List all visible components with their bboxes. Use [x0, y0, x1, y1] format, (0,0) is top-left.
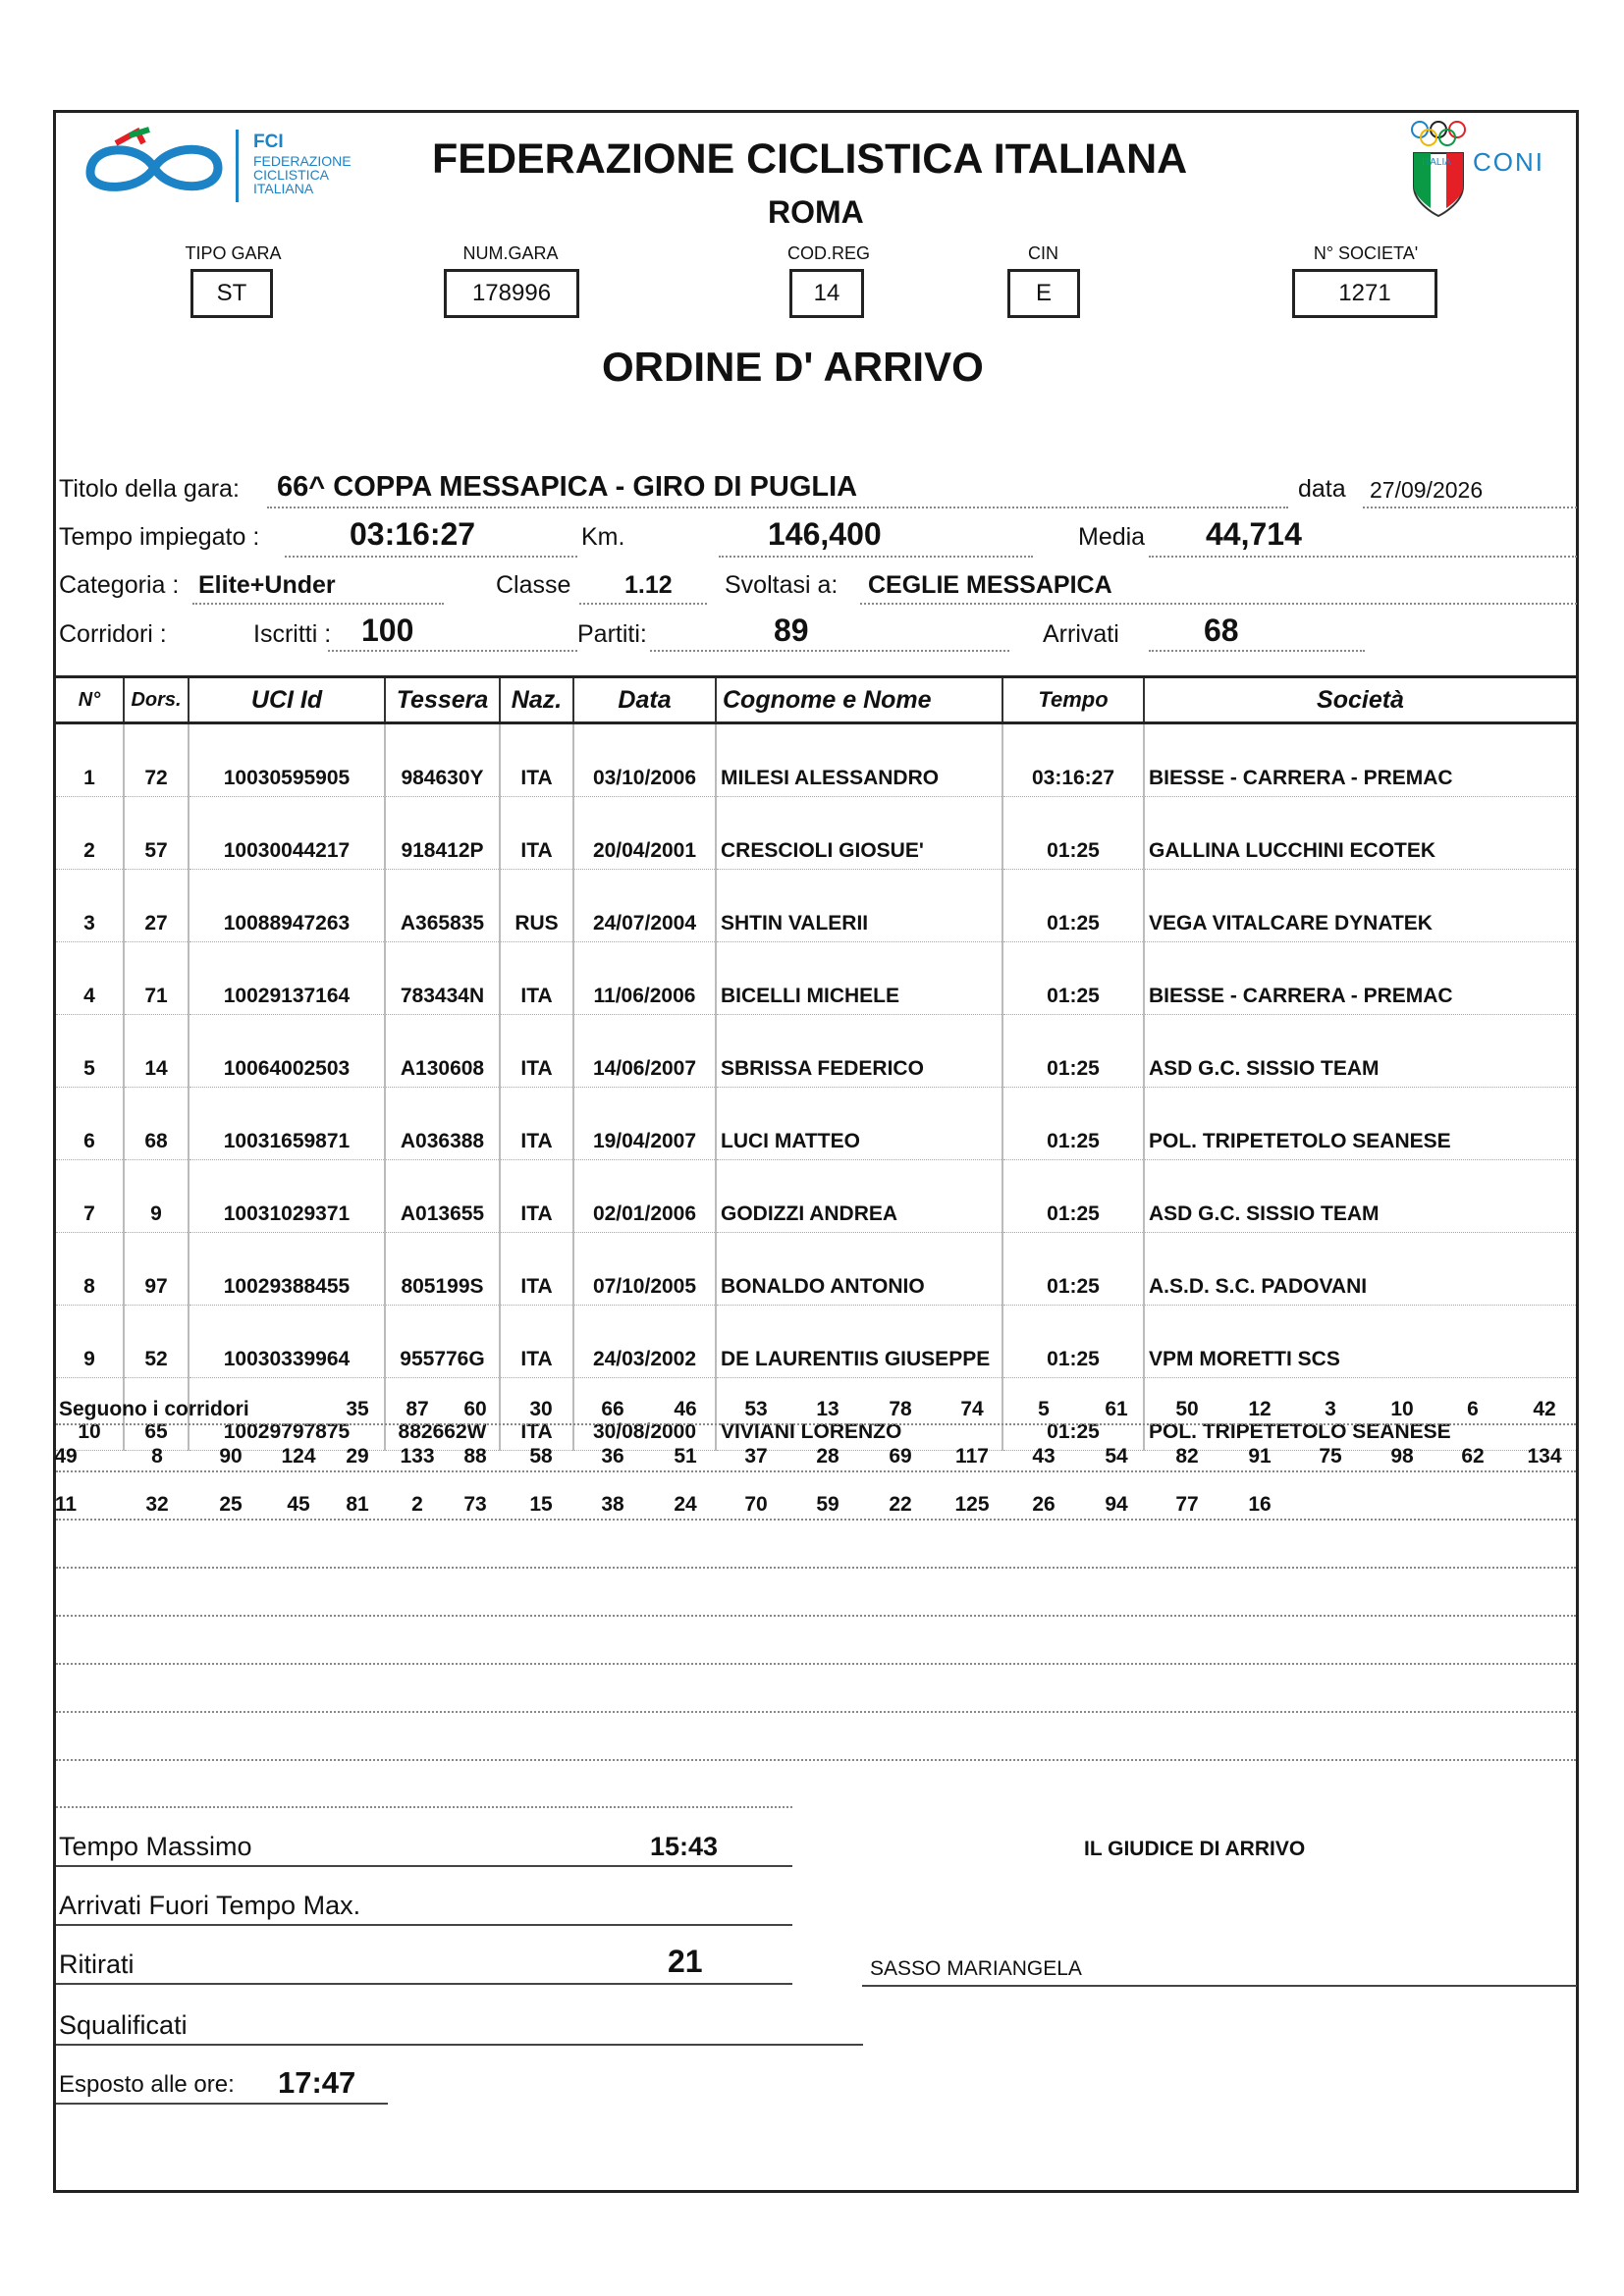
category-label: Categoria :	[59, 571, 180, 599]
out-of-time-label: Arrivati Fuori Tempo Max.	[59, 1891, 361, 1920]
follower-bib: 10	[1390, 1398, 1414, 1420]
retired-count: 21	[668, 1944, 703, 1979]
follower-bib: 28	[816, 1445, 839, 1468]
cell-name: DE LAURENTIIS GIUSEPPE	[716, 1306, 1002, 1378]
km-label: Km.	[581, 523, 625, 551]
cell-pos: 3	[56, 870, 124, 942]
follower-bib: 15	[529, 1493, 553, 1516]
cell-uci: 10029137164	[189, 942, 385, 1015]
coni-logo-text: CONI	[1473, 147, 1544, 177]
cell-pos: 5	[56, 1015, 124, 1088]
race-class: 1.12	[624, 571, 673, 599]
race-date-label: data	[1298, 475, 1346, 503]
cell-bib: 68	[124, 1088, 189, 1160]
cell-birthdate: 19/04/2007	[573, 1088, 716, 1160]
cell-pos: 10	[56, 1378, 124, 1451]
cell-birthdate: 02/01/2006	[573, 1160, 716, 1233]
cell-bib: 72	[124, 723, 189, 797]
cell-uci: 10030595905	[189, 723, 385, 797]
cell-uci: 10064002503	[189, 1015, 385, 1088]
riders-label: Corridori :	[59, 620, 167, 648]
cell-team: A.S.D. S.C. PADOVANI	[1144, 1233, 1576, 1306]
follower-bib: 11	[54, 1493, 78, 1516]
judge-label: IL GIUDICE DI ARRIVO	[1084, 1838, 1306, 1860]
cin-value: E	[1007, 269, 1080, 318]
race-arrived: 68	[1204, 613, 1239, 648]
cell-time: 01:25	[1002, 1015, 1144, 1088]
cell-time: 01:25	[1002, 1233, 1144, 1306]
follower-bib: 69	[889, 1445, 912, 1468]
results-table	[56, 675, 1576, 1451]
cell-birthdate: 14/06/2007	[573, 1015, 716, 1088]
col-header-bib: Dors.	[124, 677, 189, 723]
race-title-label: Titolo della gara:	[59, 475, 240, 503]
follower-bib: 29	[346, 1445, 369, 1468]
follower-bib: 77	[1175, 1493, 1199, 1516]
follower-bib: 2	[411, 1493, 423, 1516]
cell-nation: ITA	[500, 1233, 573, 1306]
follower-bib: 51	[674, 1445, 697, 1468]
follower-bib: 16	[1248, 1493, 1272, 1516]
follower-bib: 53	[744, 1398, 768, 1420]
judge-name: SASSO MARIANGELA	[870, 1957, 1082, 1980]
tipo-gara-label: TIPO GARA	[185, 243, 282, 263]
follower-bib: 54	[1105, 1445, 1128, 1468]
cell-time: 01:25	[1002, 870, 1144, 942]
cell-team: VEGA VITALCARE DYNATEK	[1144, 870, 1576, 942]
follower-bib: 124	[281, 1445, 316, 1468]
cell-pos: 6	[56, 1088, 124, 1160]
cell-nation: ITA	[500, 797, 573, 870]
cell-bib: 71	[124, 942, 189, 1015]
cell-pos: 1	[56, 723, 124, 797]
cell-name: BONALDO ANTONIO	[716, 1233, 1002, 1306]
cell-nation: ITA	[500, 723, 573, 797]
cell-bib: 52	[124, 1306, 189, 1378]
follower-bib: 35	[346, 1398, 369, 1420]
followers-label: Seguono i corridori	[59, 1398, 249, 1420]
cell-name: VIVIANI LORENZO	[716, 1378, 1002, 1451]
tipo-gara-value: ST	[190, 269, 273, 318]
fci-logo-name: FEDERAZIONE CICLISTICA ITALIANA	[253, 153, 352, 196]
cell-birthdate: 03/10/2006	[573, 723, 716, 797]
cell-time: 01:25	[1002, 942, 1144, 1015]
cell-uci: 10030044217	[189, 797, 385, 870]
cell-time: 01:25	[1002, 1306, 1144, 1378]
city: ROMA	[768, 194, 864, 230]
cell-nation: ITA	[500, 1378, 573, 1451]
race-km: 146,400	[768, 516, 882, 552]
follower-bib: 98	[1390, 1445, 1414, 1468]
col-header-time: Tempo	[1002, 677, 1144, 723]
cell-bib: 9	[124, 1160, 189, 1233]
follower-bib: 66	[601, 1398, 624, 1420]
cell-license: A013655	[385, 1160, 500, 1233]
n-societa-value: 1271	[1292, 269, 1437, 318]
follower-bib: 134	[1527, 1445, 1562, 1468]
num-gara-label: NUM.GARA	[462, 243, 559, 263]
follower-bib: 46	[674, 1398, 697, 1420]
follower-bib: 50	[1175, 1398, 1199, 1420]
follower-bib: 45	[287, 1493, 310, 1516]
follower-bib: 30	[529, 1398, 553, 1420]
cell-license: A365835	[385, 870, 500, 942]
disqualified-label: Squalificati	[59, 2010, 188, 2040]
federation-title: FEDERAZIONE CICLISTICA ITALIANA	[432, 135, 1188, 183]
retired-label: Ritirati	[59, 1949, 135, 1979]
follower-bib: 36	[601, 1445, 624, 1468]
table-row	[56, 1015, 1576, 1088]
cell-pos: 8	[56, 1233, 124, 1306]
cell-name: CRESCIOLI GIOSUE'	[716, 797, 1002, 870]
follower-bib: 61	[1105, 1398, 1128, 1420]
posted-label: Esposto alle ore:	[59, 2071, 235, 2098]
cell-nation: ITA	[500, 1015, 573, 1088]
cell-team: POL. TRIPETETOLO SEANESE	[1144, 1378, 1576, 1451]
follower-bib: 78	[889, 1398, 912, 1420]
cell-time: 01:25	[1002, 1088, 1144, 1160]
follower-bib: 87	[406, 1398, 429, 1420]
table-row	[56, 870, 1576, 942]
started-label: Partiti:	[577, 620, 647, 648]
race-category: Elite+Under	[198, 571, 336, 599]
follower-bib: 125	[954, 1493, 990, 1516]
col-header-team: Società	[1144, 677, 1576, 723]
cell-nation: ITA	[500, 1088, 573, 1160]
cell-uci: 10029388455	[189, 1233, 385, 1306]
follower-bib: 5	[1038, 1398, 1050, 1420]
table-row	[56, 1233, 1576, 1306]
follower-bib: 3	[1325, 1398, 1336, 1420]
table-row	[56, 1160, 1576, 1233]
cell-team: BIESSE - CARRERA - PREMAC	[1144, 942, 1576, 1015]
cell-time: 01:25	[1002, 1378, 1144, 1451]
cell-team: ASD G.C. SISSIO TEAM	[1144, 1160, 1576, 1233]
follower-bib: 8	[151, 1445, 163, 1468]
cell-time: 03:16:27	[1002, 723, 1144, 797]
table-row	[56, 1306, 1576, 1378]
registered-label: Iscritti :	[253, 620, 332, 648]
table-header-row	[56, 677, 1576, 723]
cell-birthdate: 24/03/2002	[573, 1306, 716, 1378]
cell-pos: 7	[56, 1160, 124, 1233]
posted-time: 17:47	[278, 2065, 356, 2100]
race-date: 27/09/2026	[1370, 477, 1484, 503]
n-societa-label: N° SOCIETA'	[1313, 243, 1419, 263]
arrived-label: Arrivati	[1043, 620, 1119, 648]
follower-bib: 62	[1461, 1445, 1485, 1468]
col-header-name: Cognome e Nome	[716, 677, 1002, 723]
avg-label: Media	[1078, 523, 1146, 551]
cod-reg-label: COD.REG	[786, 243, 870, 263]
class-label: Classe	[496, 571, 571, 599]
follower-bib: 90	[219, 1445, 243, 1468]
cell-bib: 65	[124, 1378, 189, 1451]
follower-bib: 43	[1032, 1445, 1056, 1468]
follower-bib: 24	[674, 1493, 697, 1516]
table-row	[56, 1088, 1576, 1160]
table-row	[56, 797, 1576, 870]
follower-bib: 75	[1319, 1445, 1342, 1468]
col-header-date: Data	[573, 677, 716, 723]
time-label: Tempo impiegato :	[59, 523, 260, 551]
follower-bib: 60	[463, 1398, 487, 1420]
cell-bib: 27	[124, 870, 189, 942]
cell-nation: ITA	[500, 942, 573, 1015]
cell-pos: 9	[56, 1306, 124, 1378]
cell-name: GODIZZI ANDREA	[716, 1160, 1002, 1233]
follower-bib: 59	[816, 1493, 839, 1516]
cell-license: 783434N	[385, 942, 500, 1015]
cell-uci: 10031659871	[189, 1088, 385, 1160]
follower-bib: 42	[1533, 1398, 1556, 1420]
cell-uci: 10031029371	[189, 1160, 385, 1233]
race-time: 03:16:27	[350, 516, 476, 552]
col-header-nation: Naz.	[500, 677, 573, 723]
follower-bib: 81	[346, 1493, 369, 1516]
follower-bib: 70	[744, 1493, 768, 1516]
follower-bib: 133	[400, 1445, 435, 1468]
cell-license: 918412P	[385, 797, 500, 870]
race-started: 89	[774, 613, 809, 648]
follower-bib: 82	[1175, 1445, 1199, 1468]
cell-name: BICELLI MICHELE	[716, 942, 1002, 1015]
max-time-label: Tempo Massimo	[59, 1832, 252, 1861]
follower-bib: 49	[54, 1445, 78, 1468]
cell-uci: 10088947263	[189, 870, 385, 942]
cell-bib: 14	[124, 1015, 189, 1088]
cell-license: 882662W	[385, 1378, 500, 1451]
cell-license: 805199S	[385, 1233, 500, 1306]
follower-bib: 117	[955, 1445, 989, 1468]
cell-team: ASD G.C. SISSIO TEAM	[1144, 1015, 1576, 1088]
cell-team: BIESSE - CARRERA - PREMAC	[1144, 723, 1576, 797]
cell-bib: 97	[124, 1233, 189, 1306]
fci-logo-abbrev: FCI	[253, 132, 284, 152]
max-time: 15:43	[650, 1832, 719, 1861]
follower-bib: 88	[463, 1445, 487, 1468]
fci-logo-icon	[81, 124, 228, 208]
follower-bib: 94	[1105, 1493, 1128, 1516]
follower-bib: 6	[1467, 1398, 1479, 1420]
cell-nation: RUS	[500, 870, 573, 942]
col-header-uci: UCI Id	[189, 677, 385, 723]
cell-license: A036388	[385, 1088, 500, 1160]
cell-team: POL. TRIPETETOLO SEANESE	[1144, 1088, 1576, 1160]
follower-bib: 73	[463, 1493, 487, 1516]
cell-team: GALLINA LUCCHINI ECOTEK	[1144, 797, 1576, 870]
follower-bib: 22	[889, 1493, 912, 1516]
col-header-pos: N°	[56, 677, 124, 723]
cell-nation: ITA	[500, 1160, 573, 1233]
follower-bib: 91	[1248, 1445, 1272, 1468]
cell-birthdate: 07/10/2005	[573, 1233, 716, 1306]
cell-time: 01:25	[1002, 797, 1144, 870]
cell-birthdate: 20/04/2001	[573, 797, 716, 870]
cell-bib: 57	[124, 797, 189, 870]
race-title: 66^ COPPA MESSAPICA - GIRO DI PUGLIA	[277, 471, 858, 503]
document-title: ORDINE D' ARRIVO	[602, 344, 984, 390]
race-place: CEGLIE MESSAPICA	[868, 571, 1112, 599]
cell-pos: 4	[56, 942, 124, 1015]
follower-bib: 37	[744, 1445, 768, 1468]
cell-name: MILESI ALESSANDRO	[716, 723, 1002, 797]
coni-badge-text: ITALIA	[1422, 157, 1451, 168]
cell-uci: 10029797875	[189, 1378, 385, 1451]
cell-birthdate: 11/06/2006	[573, 942, 716, 1015]
cell-birthdate: 24/07/2004	[573, 870, 716, 942]
col-header-license: Tessera	[385, 677, 500, 723]
follower-bib: 38	[601, 1493, 624, 1516]
cell-nation: ITA	[500, 1306, 573, 1378]
follower-bib: 32	[145, 1493, 169, 1516]
cin-label: CIN	[1028, 243, 1058, 263]
cell-name: LUCI MATTEO	[716, 1088, 1002, 1160]
cell-uci: 10030339964	[189, 1306, 385, 1378]
follower-bib: 12	[1248, 1398, 1272, 1420]
cell-team: VPM MORETTI SCS	[1144, 1306, 1576, 1378]
cell-license: A130608	[385, 1015, 500, 1088]
table-row	[56, 723, 1576, 797]
cell-birthdate: 30/08/2000	[573, 1378, 716, 1451]
cell-license: 984630Y	[385, 723, 500, 797]
race-avg: 44,714	[1206, 516, 1302, 552]
follower-bib: 58	[529, 1445, 553, 1468]
cell-time: 01:25	[1002, 1160, 1144, 1233]
place-label: Svoltasi a:	[725, 571, 839, 599]
cell-license: 955776G	[385, 1306, 500, 1378]
table-row	[56, 942, 1576, 1015]
num-gara-value: 178996	[444, 269, 579, 318]
cell-pos: 2	[56, 797, 124, 870]
cell-name: SHTIN VALERII	[716, 870, 1002, 942]
follower-bib: 25	[219, 1493, 243, 1516]
fci-logo-divider	[236, 130, 239, 202]
cod-reg-value: 14	[789, 269, 864, 318]
race-registered: 100	[361, 613, 414, 648]
follower-bib: 74	[960, 1398, 984, 1420]
cell-name: SBRISSA FEDERICO	[716, 1015, 1002, 1088]
coni-logo-icon	[1406, 118, 1475, 226]
follower-bib: 13	[816, 1398, 839, 1420]
follower-bib: 26	[1032, 1493, 1056, 1516]
